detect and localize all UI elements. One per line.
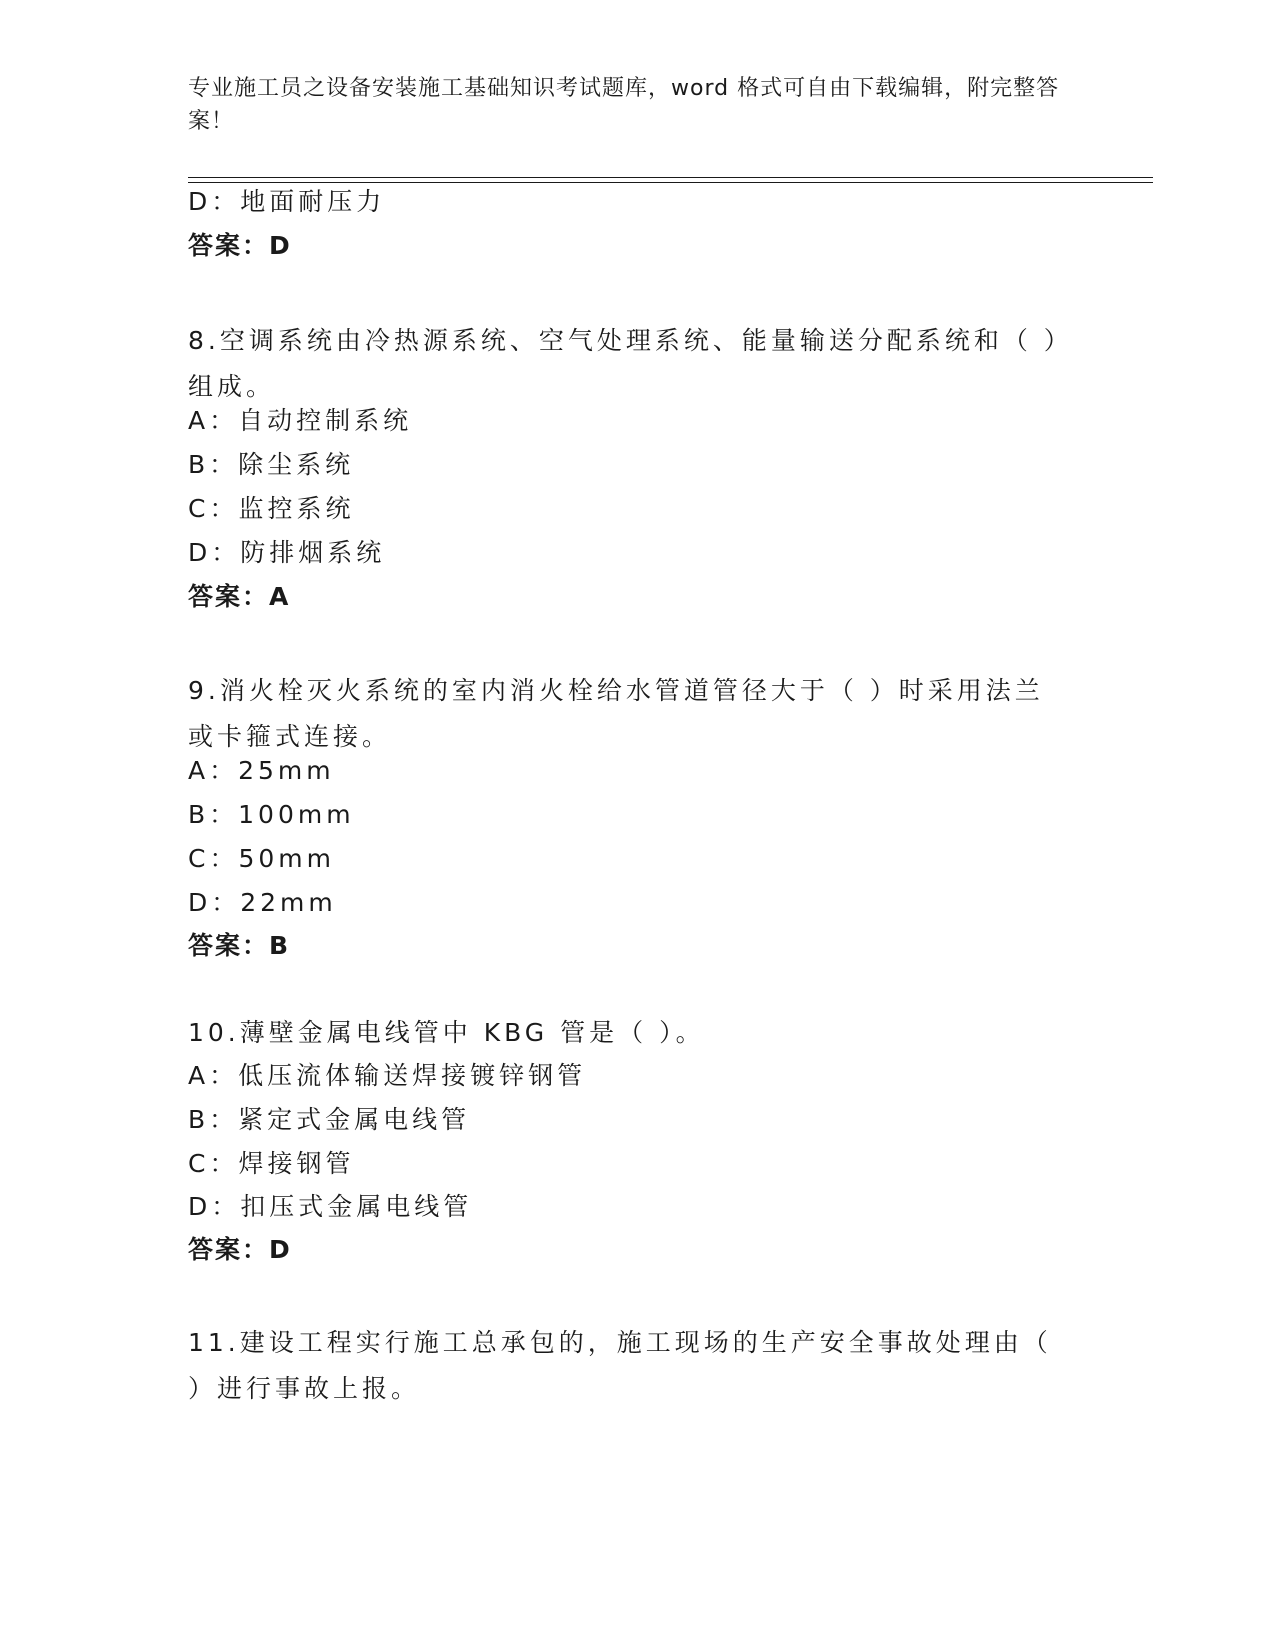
q10-option-c: C：焊接钢管: [188, 1149, 355, 1178]
q8-option-c: C：监控系统: [188, 494, 355, 523]
q10-option-d: D：扣压式金属电线管: [188, 1192, 473, 1221]
q8-option-d: D：防排烟系统: [188, 538, 386, 567]
q9-answer: 答案：B: [188, 931, 291, 960]
q10-stem: 10.薄壁金属电线管中 KBG 管是（ ）。: [188, 1018, 705, 1047]
q9-stem: 9.消火栓灭火系统的室内消火栓给水管道管径大于（ ）时采用法兰或卡箍式连接。: [188, 676, 1044, 751]
q8-stem: 8.空调系统由冷热源系统、空气处理系统、能量输送分配系统和（ ）组成。: [188, 326, 1061, 401]
q8-answer: 答案：A: [188, 582, 291, 611]
q8-option-b: B：除尘系统: [188, 450, 355, 479]
q9-option-b: B：100mm: [188, 800, 355, 829]
q8-option-a: A：自动控制系统: [188, 406, 413, 435]
q11-stem: 11.建设工程实行施工总承包的，施工现场的生产安全事故处理由（ ）进行事故上报。: [188, 1328, 1052, 1403]
q10-option-a: A：低压流体输送焊接镀锌钢管: [188, 1061, 587, 1090]
q10-answer: 答案：D: [188, 1235, 292, 1264]
q9-option-c: C：50mm: [188, 844, 335, 873]
prev-answer: 答案：D: [188, 231, 292, 260]
q9-option-a: A：25mm: [188, 756, 335, 785]
q10-option-b: B：紧定式金属电线管: [188, 1105, 471, 1134]
header-divider-top: [188, 177, 1153, 178]
prev-option-d: D：地面耐压力: [188, 187, 386, 216]
q9-option-d: D：22mm: [188, 888, 337, 917]
header-divider-bottom: [188, 182, 1153, 183]
document-header: 专业施工员之设备安装施工基础知识考试题库，word 格式可自由下载编辑，附完整答案！: [188, 76, 1060, 134]
